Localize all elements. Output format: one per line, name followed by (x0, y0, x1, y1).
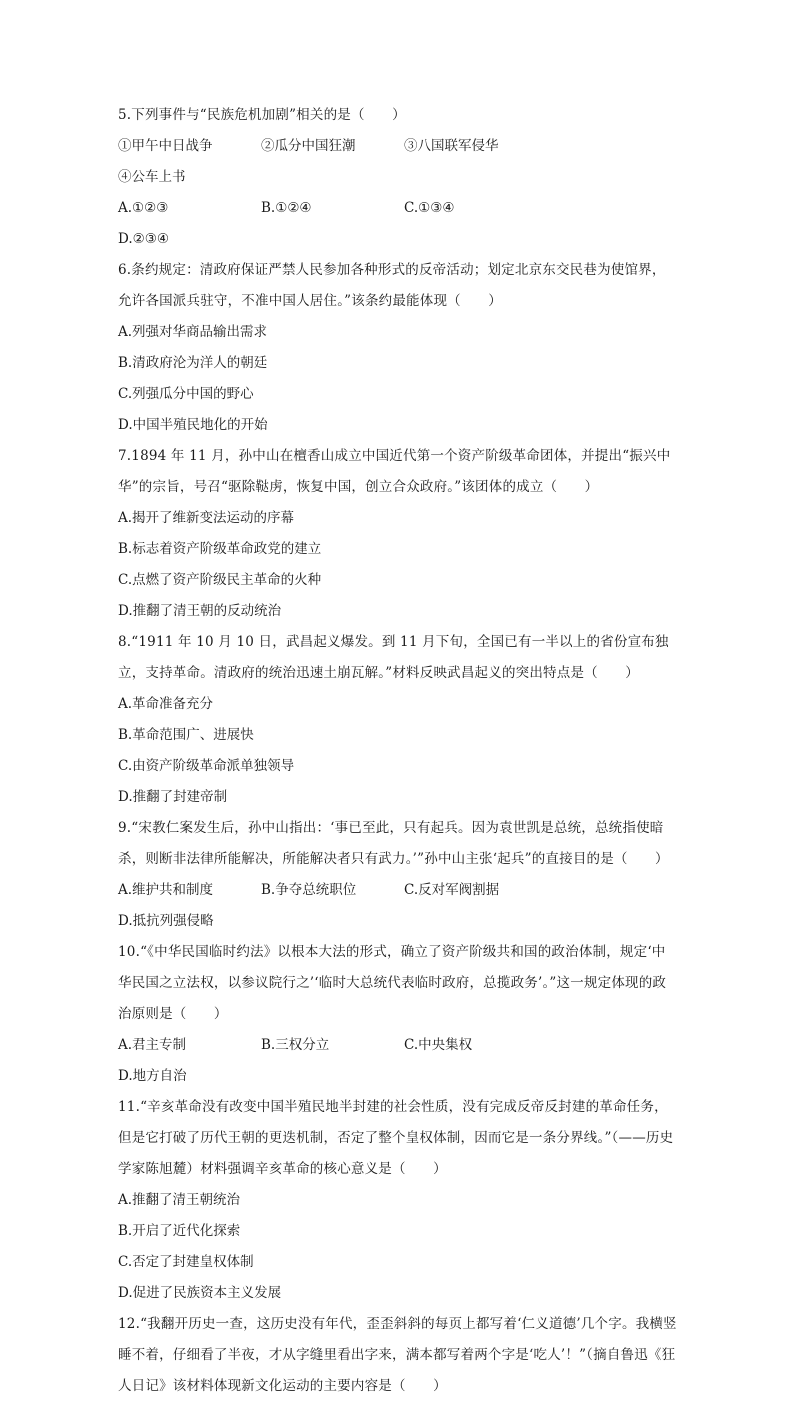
question-stem: 5.下列事件与“民族危机加剧”相关的是（ ） (118, 107, 406, 123)
options-row (118, 193, 678, 255)
answer-option: B.开启了近代化探索 (118, 1223, 241, 1239)
question-block (118, 627, 678, 813)
options-row (118, 131, 678, 193)
question-block (118, 441, 678, 627)
question-block (118, 1092, 678, 1309)
options-row (118, 689, 678, 813)
question-stem: 8.“1911 年 10 月 10 日，武昌起义爆发。到 11 月下旬，全国已有一半以上的省份宣布独立，支持革命。清政府的统治迅速土崩瓦解。”材料反映武昌起义的突出特点是（ ） (118, 634, 669, 681)
question-block (118, 100, 678, 193)
answer-option: ④公车上书 (118, 169, 186, 185)
answer-option: B.清政府沦为洋人的朝廷 (118, 355, 268, 371)
answer-option: B.①②④ (261, 200, 312, 216)
answer-option: D.推翻了封建帝制 (118, 789, 228, 805)
options-row (118, 503, 678, 627)
answer-option: C.列强瓜分中国的野心 (118, 386, 254, 402)
answer-option: A.推翻了清王朝统治 (118, 1192, 241, 1208)
question-stem: 9.“宋教仁案发生后，孙中山指出：‘事已至此，只有起兵。因为袁世凯是总统，总统指使暗杀，则断非法律所能解决，所能解决者只有武力。’”孙中山主张‘起兵”的直接目的是（ ） (118, 820, 669, 867)
answer-option: B.三权分立 (261, 1037, 330, 1053)
answer-option: C.否定了封建皇权体制 (118, 1254, 254, 1270)
answer-option: A.革命准备充分 (118, 696, 214, 712)
answer-option: A.列强对华商品输出需求 (118, 324, 268, 340)
answer-option: D.中国半殖民地化的开始 (118, 417, 268, 433)
answer-option: ①甲午中日战争 (118, 138, 213, 154)
answer-option: C.中央集权 (404, 1037, 473, 1053)
answer-option: D.地方自治 (118, 1068, 187, 1084)
question-block (118, 937, 678, 1092)
answer-option: B.争夺总统职位 (261, 882, 357, 898)
question-stem: 11.“辛亥革命没有改变中国半殖民地半封建的社会性质，没有完成反帝反封建的革命任务，但是它打破了历代王朝的更迭机制，否定了整个皇权体制，因而它是一条分界线。”（——历史学家陈旭麓）材料强调辛亥革命的核心意义是（ ） (118, 1099, 674, 1177)
answer-option: D.推翻了清王朝的反动统治 (118, 603, 282, 619)
answer-option: C.①③④ (404, 200, 455, 216)
question-list (118, 100, 678, 1402)
answer-option: C.点燃了资产阶级民主革命的火种 (118, 572, 322, 588)
answer-option: B.标志着资产阶级革命政党的建立 (118, 541, 322, 557)
answer-option: B.革命范围广、进展快 (118, 727, 254, 743)
answer-option: C.由资产阶级革命派单独领导 (118, 758, 295, 774)
question-block (118, 1309, 678, 1402)
options-row (118, 875, 678, 937)
answer-option: A.维护共和制度 (118, 882, 214, 898)
question-stem: 6.条约规定：清政府保证严禁人民参加各种形式的反帝活动；划定北京东交民巷为使馆界，允许各国派兵驻守，不准中国人居住。”该条约最能体现（ ） (118, 262, 666, 309)
answer-option: C.反对军阀割据 (404, 882, 500, 898)
options-row (118, 317, 678, 441)
question-stem: 10.“《中华民国临时约法》以根本大法的形式，确立了资产阶级共和国的政治体制，规定‘中华民国之立法权，以参议院行之’‘临时大总统代表临时政府，总揽政务’。”这一规定体现的政治原则是（ ） (118, 944, 667, 1022)
options-row (118, 1030, 678, 1092)
answer-option: A.君主专制 (118, 1037, 187, 1053)
question-stem: 7.1894 年 11 月，孙中山在檀香山成立中国近代第一个资产阶级革命团体，并提出“振兴中华”的宗旨，号召“驱除鞑虏，恢复中国，创立合众政府。”该团体的成立（ ） (118, 448, 671, 495)
answer-option: A.①②③ (118, 200, 169, 216)
answer-option: D.②③④ (118, 231, 169, 247)
answer-option: A.揭开了维新变法运动的序幕 (118, 510, 295, 526)
answer-option: D.促进了民族资本主义发展 (118, 1285, 282, 1301)
question-block (118, 813, 678, 937)
question-stem: 12.“我翻开历史一查，这历史没有年代，歪歪斜斜的每页上都写着‘仁义道德’几个字。我横竖睡不着，仔细看了半夜，才从字缝里看出字来，满本都写着两个字是‘吃人’！”（摘自鲁迅《狂人日记》该材料体现新文化运动的主要内容是（ ） (118, 1316, 677, 1394)
answer-option: ②瓜分中国狂潮 (261, 138, 356, 154)
question-block (118, 255, 678, 441)
answer-option: ③八国联军侵华 (404, 138, 499, 154)
options-row (118, 1185, 678, 1309)
question-block (118, 193, 678, 255)
answer-option: D.抵抗列强侵略 (118, 913, 214, 929)
